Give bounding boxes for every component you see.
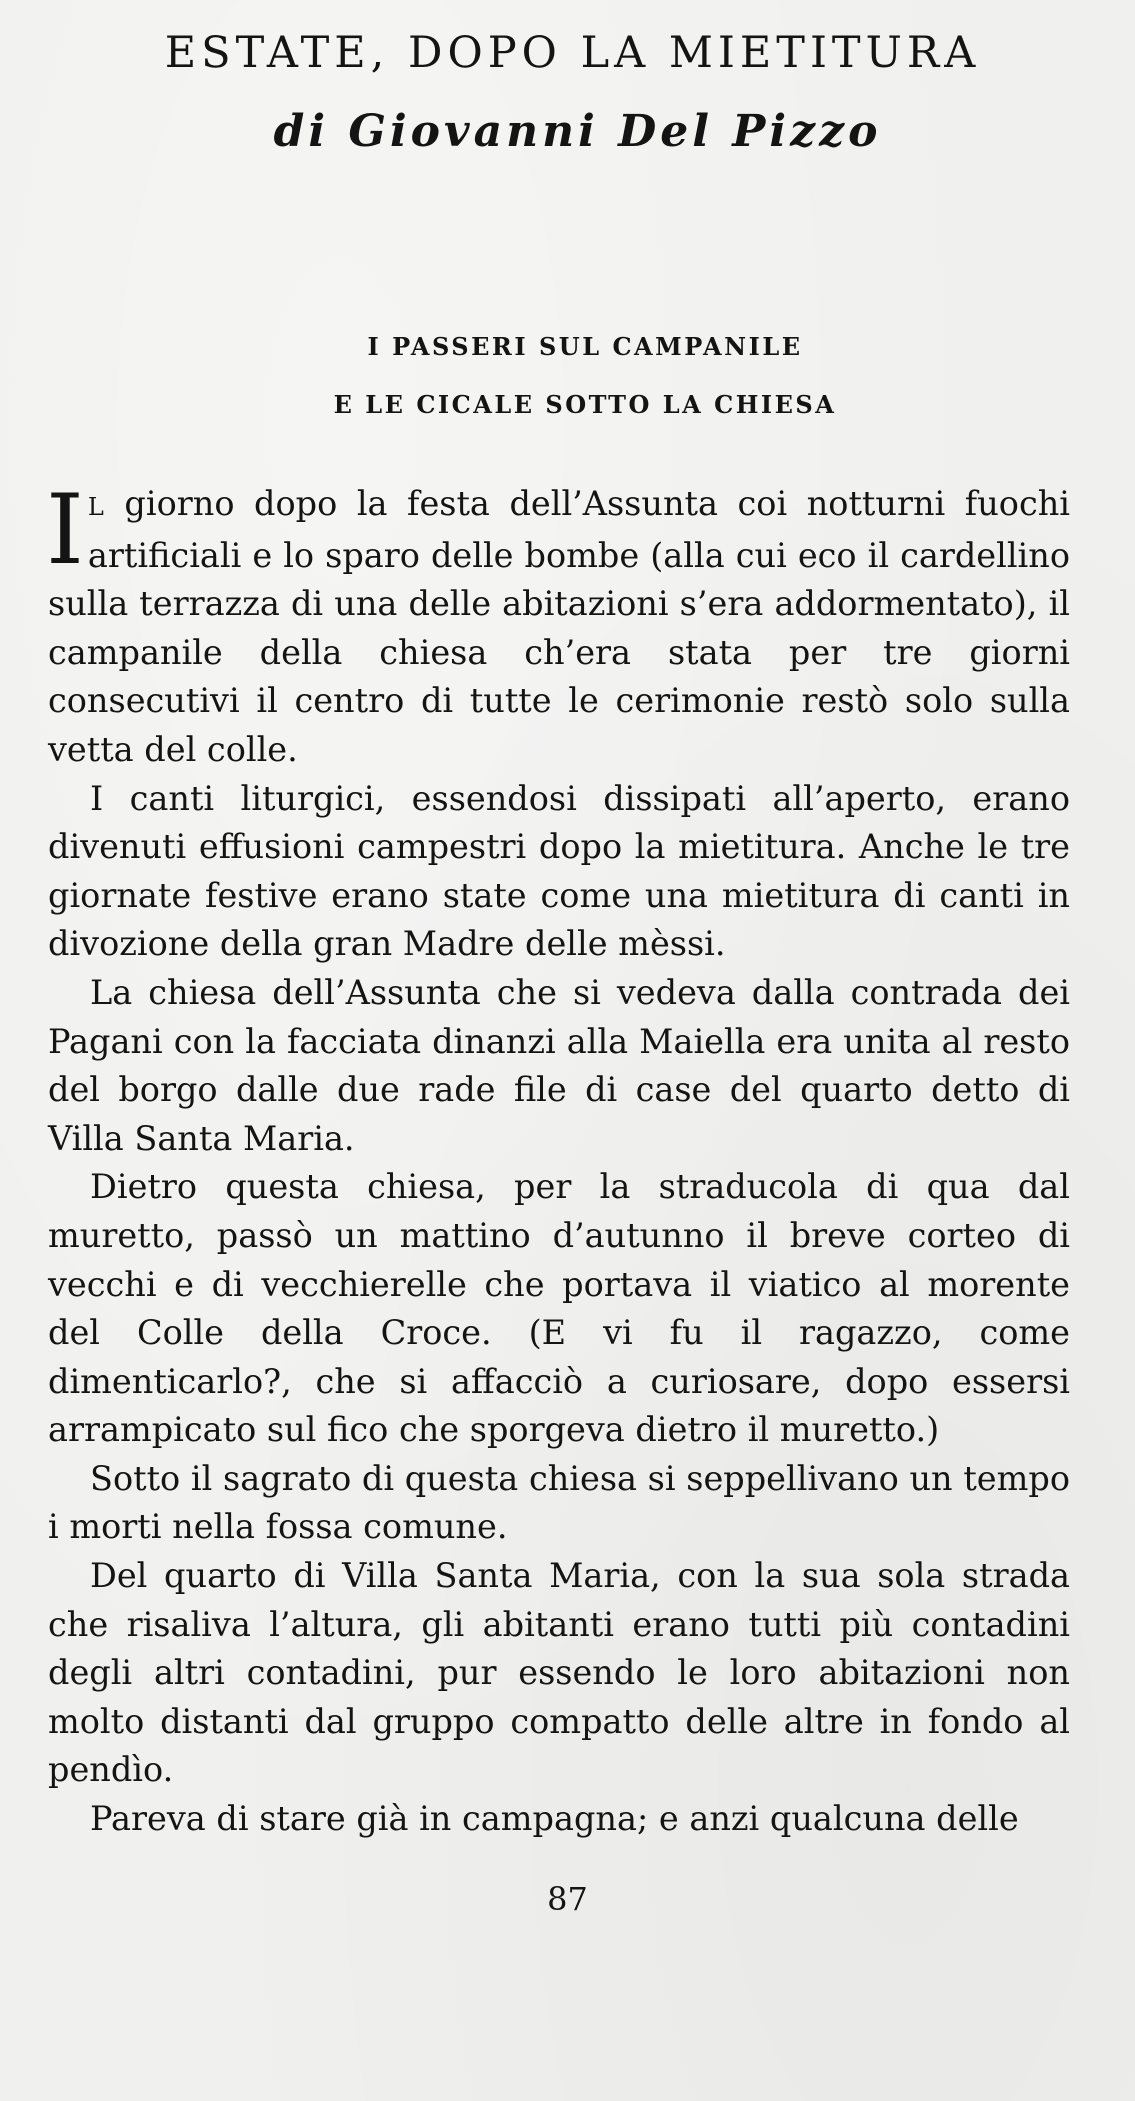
section-heading-line-2: E LE CICALE SOTTO LA CHIESA [333,390,837,419]
paragraph: Dietro questa chiesa, per la straducola di qua dal muretto, passò un mattino d’autunno il breve corteo di vecchi e di vecchierelle che portava il viatico al morente del Colle della Croce. (E vi fu il ragazzo, come dimenticarlo?, che si affacciò a curiosare, dopo essersi arrampicato sul fico che sporgeva dietro il muretto.) [48,1167,1070,1450]
chapter-title: ESTATE, DOPO LA MIETITURA [164,28,981,78]
paragraph: Del quarto di Villa Santa Maria, con la sua sola strada che risaliva l’altura, gli abitanti erano tutti più contadini degli altri contadini, pur essendo le loro abitazioni non molto distanti dal gruppo compatto delle altre in fondo al pendìo. [48,1556,1070,1790]
body-text [46,474,1070,1844]
paragraph: Pareva di stare già in campagna; e anzi qualcuna delle [90,1799,1019,1839]
section-heading-line-1: I PASSERI SUL CAMPANILE [367,332,803,361]
paragraph: Sotto il sagrato di questa chiesa si seppellivano un tempo i morti nella fossa comune. [48,1458,1070,1547]
paragraph: I canti liturgici, essendosi dissipati all’aperto, erano divenuti effusioni campestri dopo la mietitura. Anche le tre giornate festive erano state come una mietitura di canti in divozione della gran Madre delle mèssi. [48,778,1070,964]
paragraph-1-text: giorno dopo la festa dell’Assunta coi notturni fuochi artificiali e lo sparo delle bombe (alla cui eco il cardellino sulla terrazza di una delle abitazioni s’era addormentato), il campanile della chiesa ch’era stata per tre giorni consecutivi il centro di tutte le cerimonie restò solo sulla vetta del colle. [48,484,1070,769]
author-byline: di Giovanni Del Pizzo [273,106,882,157]
drop-cap: I [46,474,84,586]
paragraph-1 [46,474,1070,775]
first-word-small-caps: L [87,493,105,521]
paragraph: La chiesa dell’Assunta che si vedeva dalla contrada dei Pagani con la facciata dinanzi alla Maiella era unita al resto del borgo dalle due rade file di case del quarto detto di Villa Santa Maria. [48,972,1070,1158]
page-number: 87 [547,1880,588,1918]
